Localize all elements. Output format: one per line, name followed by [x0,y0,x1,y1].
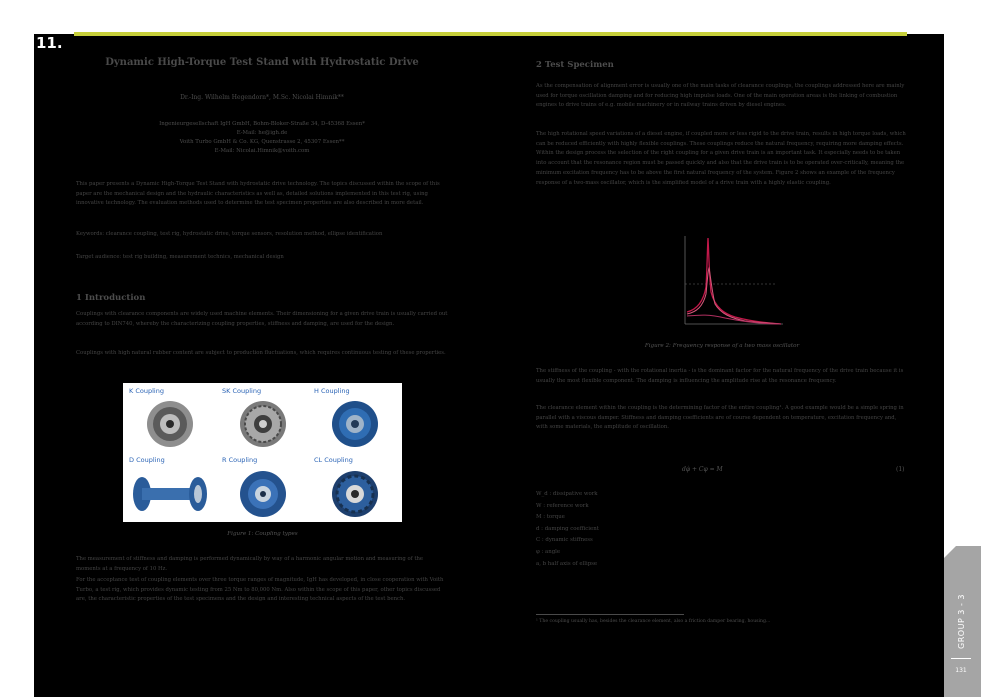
definition-item: a, b half axis of ellipse [536,560,598,567]
h-coupling-image [310,385,400,451]
equation: dφ̇ + Cφ = M [682,466,723,473]
response-curve [687,238,781,324]
coupling-label: R Coupling [222,456,258,464]
footnote-rule [536,614,684,615]
h-coupling-cell [310,385,400,451]
definition-item: C : dynamic stiffness [536,537,593,544]
equation-number: (1) [896,466,905,473]
sk-coupling-cell [218,385,308,451]
d-coupling-image [125,454,215,520]
affiliation-line: E-Mail: he@igh.de [236,130,288,136]
page-number: 131 [955,667,967,674]
definition-item: M : torque [536,514,565,521]
affiliation-line: Voith Turbo GmbH & Co. KG, Quenstrasse 2, 45307 Essen** [179,139,345,145]
coupling-label: D Coupling [129,456,165,464]
sk-coupling-image [218,385,308,451]
affiliation-line: Ingenieurgesellschaft IgH GmbH, Bohm-Bloker-Straße 34, D-45368 Essen* [159,121,365,127]
d-coupling-cell [125,454,215,520]
specimen-paragraph-1: As the compensation of alignment error is usually one of the main tasks of clearance couplings, the couplings addressed here are mainly used for torque oscillation damping and for reducing high impulse loads. One of the main operation areas is the linking of combustion engines to drive trains of e.g. mobile machinery or in railway trains driven by diesel engines. [536,83,905,109]
figure-1-caption: Figure 1: Coupling types [227,531,298,537]
definition-item: W : reference work [536,502,589,509]
section-number: 11. [36,34,63,52]
definition-item: φ : angle [536,548,561,555]
intro-paragraph-2: Couplings with high natural rubber content are subject to production fluctuations, which requires continuous testing of these properties. [76,350,446,356]
target-audience-text: Target audience: test rig building, measurement technics, mechanical design [76,254,284,260]
abstract-text: This paper presents a Dynamic High-Torque Test Stand with hydrostatic drive technology. The topics discussed within the scope of this paper are the mechanical design and the hydraulic characteristics as well as, detailed solutions implemented in this test rig, using innovative technology. The evaluation methods used to determine the test specimen properties are also described in more detail. [76,181,440,207]
specimen-paragraph-4: The clearance element within the coupling is the determining factor of the entire coupling¹. A good example would be a simple spring in parallel with a viscous damper. Stiffness and damping coefficients are of course dependent on temperature, excitation frequency and, with some materials, the amplitude of oscillation. [536,405,904,431]
intro-paragraph-3: The measurement of stiffness and damping is performed dynamically by way of a harmonic angular motion and measuring of the moments at a frequency of 10 Hz. [76,556,424,572]
paper-authors: Dr.-Ing. Wilhelm Hegendorn*, M.Sc. Nicolai Himnik** [180,94,344,101]
coupling-label: CL Coupling [314,456,353,464]
footnote: ¹ The coupling usually has, besides the clearance element, also a friction damper bearing, housing... [536,619,771,624]
coupling-label: H Coupling [314,387,350,395]
frequency-response-figure [665,232,785,336]
cl-coupling-cell [310,454,400,520]
cl-coupling-image [310,454,400,520]
symbol-definitions [536,489,599,570]
group-label: GROUP 3 - 3 [956,593,966,649]
affiliation-line: E-Mail: Nicolai.Himnik@voith.com [214,148,310,154]
side-tab-divider [951,658,971,659]
coupling-types-figure [123,383,402,522]
intro-paragraph-1: Couplings with clearance components are widely used machine elements. Their dimensioning for a given drive train is usually carried out according to DIN740, whereby the characterizing coupling properties, stiffness and damping, are used for the design. [76,311,448,327]
section-2-heading: 2 Test Specimen [536,60,614,70]
k-coupling-image [125,385,215,451]
group-label-container [946,586,976,656]
coupling-label: SK Coupling [222,387,262,395]
figure-2-caption: Figure 2: Frequency response of a two mass oscillator [644,343,800,349]
intro-paragraph-4: For the acceptance test of coupling elements over three torque ranges of magnitude, IgH has developed, in close cooperation with Voith Turbo, a test rig, which provides dynamic testing from 25 Nm to 80,000 Nm. Also within the scope of this paper, other topics discussed are, the characteristic properties of the test specimens and the design and interesting technical aspects of the test bench. [76,577,444,603]
coupling-label: K Coupling [129,387,164,395]
specimen-paragraph-3: The stiffness of the coupling - with the rotational inertia - is the dominant factor for the natural frequency of the drive train because it is usually the most flexible component. The damping is influencing the amplitude rise at the resonance frequency. [536,368,904,384]
k-coupling-cell [125,385,215,451]
section-1-heading: 1 Introduction [76,293,146,303]
keywords-text: Keywords: clearance coupling, test rig, hydrostatic drive, torque sensors, resolution method, ellipse identification [76,231,383,237]
r-coupling-image [218,454,308,520]
specimen-paragraph-2: The high rotational speed variations of a diesel engine, if coupled more or less rigid to the drive train, results in high torque loads, which can be reduced efficiently with highly flexible couplings. These couplings reduce the natural frequency, requiring more damping effects. Within the design process the selection of the right coupling for a given drive train is an important task. It especially needs to be taken into account that the resonance region must be passed quickly and also that the drive train is to be operated over-critically, meaning the minimum excitation frequency has to be above the first natural frequency of the system. Figure 2 shows an example of the frequency response of a two-mass oscillator, which is the simplified model of a drive train with a highly elastic coupling. [536,131,906,186]
r-coupling-cell [218,454,308,520]
definition-item: W_d : dissipative work [536,491,598,497]
definition-item: d : damping coefficient [536,525,599,532]
paper-title: Dynamic High-Torque Test Stand with Hydrostatic Drive [105,57,419,68]
affiliations [76,120,448,156]
header-accent-bar [74,32,907,36]
